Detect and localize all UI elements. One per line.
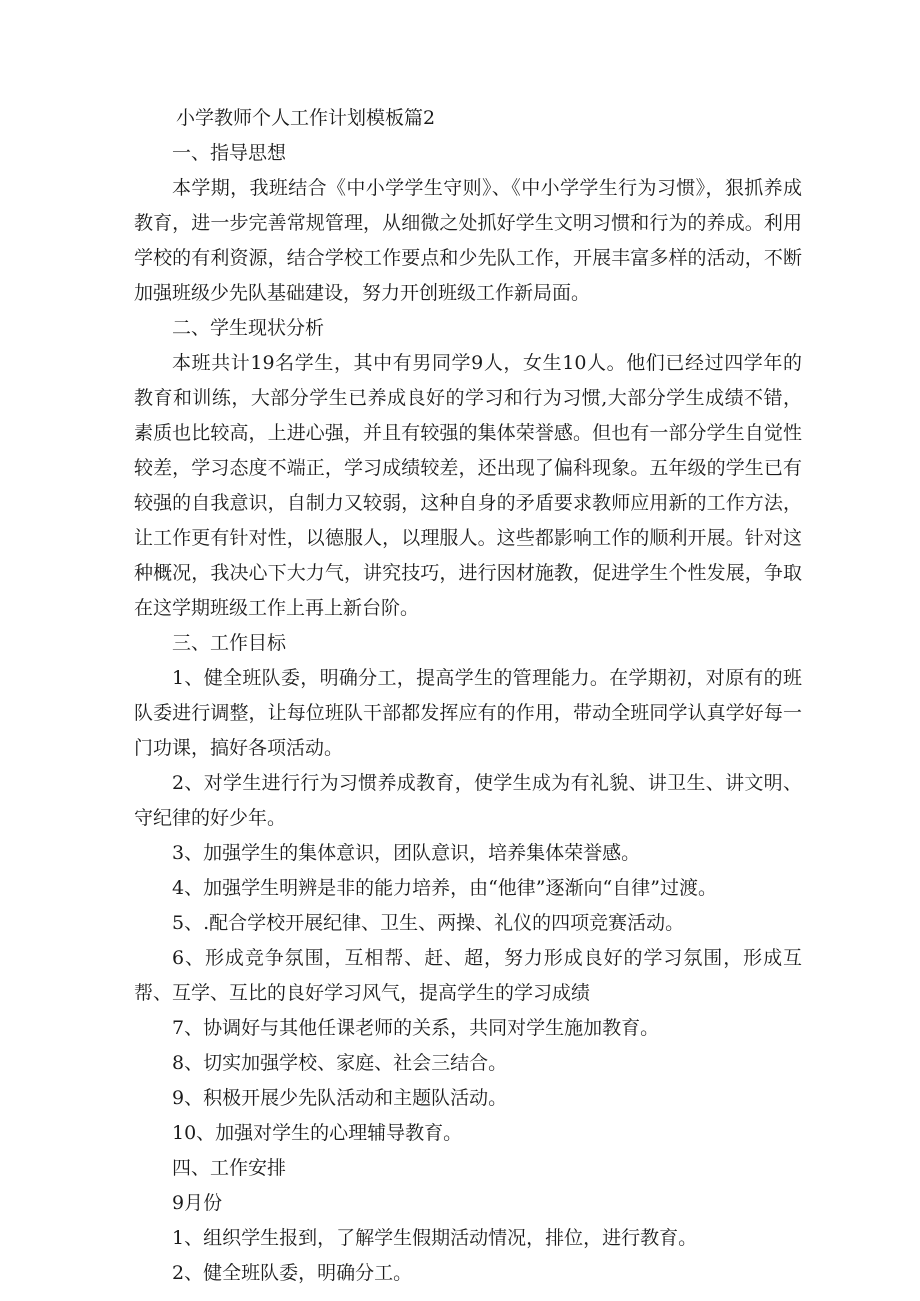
- section-heading-student-analysis: 二、学生现状分析: [172, 317, 325, 339]
- section-heading-work-arrangement: 四、工作安排: [172, 1157, 287, 1179]
- goal-item-7: 7、协调好与其他任课老师的关系，共同对学生施加教育。: [172, 1017, 660, 1039]
- goal-item-5: 5、.配合学校开展纪律、卫生、两操、礼仪的四项竞赛活动。: [172, 912, 685, 934]
- goal-item-6: 6、形成竞争氛围，互相帮、赶、超，努力形成良好的学习氛围，形成互帮、互学、互比的良好学习风气，提高学生的学习成绩: [134, 947, 802, 1004]
- goal-item-8: 8、切实加强学校、家庭、社会三结合。: [172, 1052, 508, 1074]
- arrangement-item-2: 2、健全班队委，明确分工。: [172, 1262, 413, 1284]
- goal-item-10: 10、加强对学生的心理辅导教育。: [172, 1122, 463, 1144]
- goal-item-2: 2、对学生进行行为习惯养成教育，使学生成为有礼貌、讲卫生、讲文明、守纪律的好少年。: [134, 772, 802, 829]
- goal-item-3: 3、加强学生的集体意识，团队意识，培养集体荣誉感。: [172, 842, 641, 864]
- section-heading-guiding-thought: 一、指导思想: [172, 142, 287, 164]
- month-label-september: 9月份: [172, 1192, 223, 1214]
- paragraph-student-analysis: 本班共计19名学生，其中有男同学9人，女生10人。他们已经过四学年的教育和训练，大部分学生已养成良好的学习和行为习惯,大部分学生成绩不错，素质也比较高，上进心强，并且有较强的集体荣誉感。但也有一部分学生自觉性较差，学习态度不端正，学习成绩较差，还出现了偏科现象。五年级的学生已有较强的自我意识，自制力又较弱，这种自身的矛盾要求教师应用新的工作方法，让工作更有针对性，以德服人，以理服人。这些都影响工作的顺利开展。针对这种概况，我决心下大力气，讲究技巧，进行因材施教，促进学生个性发展，争取在这学期班级工作上再上新台阶。: [134, 352, 802, 619]
- goal-item-9: 9、积极开展少先队活动和主题队活动。: [172, 1087, 508, 1109]
- document-title: 小学教师个人工作计划模板篇2: [176, 107, 436, 129]
- paragraph-guiding-thought: 本学期，我班结合《中小学学生守则》、《中小学学生行为习惯》，狠抓养成教育，进一步完善常规管理，从细微之处抓好学生文明习惯和行为的养成。利用学校的有利资源，结合学校工作要点和少先队工作，开展丰富多样的活动，不断加强班级少先队基础建设，努力开创班级工作新局面。: [134, 177, 802, 304]
- goal-item-4: 4、加强学生明辨是非的能力培养，由“他律”逐渐向“自律”过渡。: [172, 877, 717, 899]
- goal-item-1: 1、健全班队委，明确分工，提高学生的管理能力。在学期初，对原有的班队委进行调整，让每位班队干部都发挥应有的作用，带动全班同学认真学好每一门功课，搞好各项活动。: [134, 667, 802, 759]
- section-heading-work-goals: 三、工作目标: [172, 632, 287, 654]
- document-body: [134, 101, 802, 1291]
- arrangement-item-1: 1、组织学生报到，了解学生假期活动情况，排位，进行教育。: [172, 1227, 698, 1249]
